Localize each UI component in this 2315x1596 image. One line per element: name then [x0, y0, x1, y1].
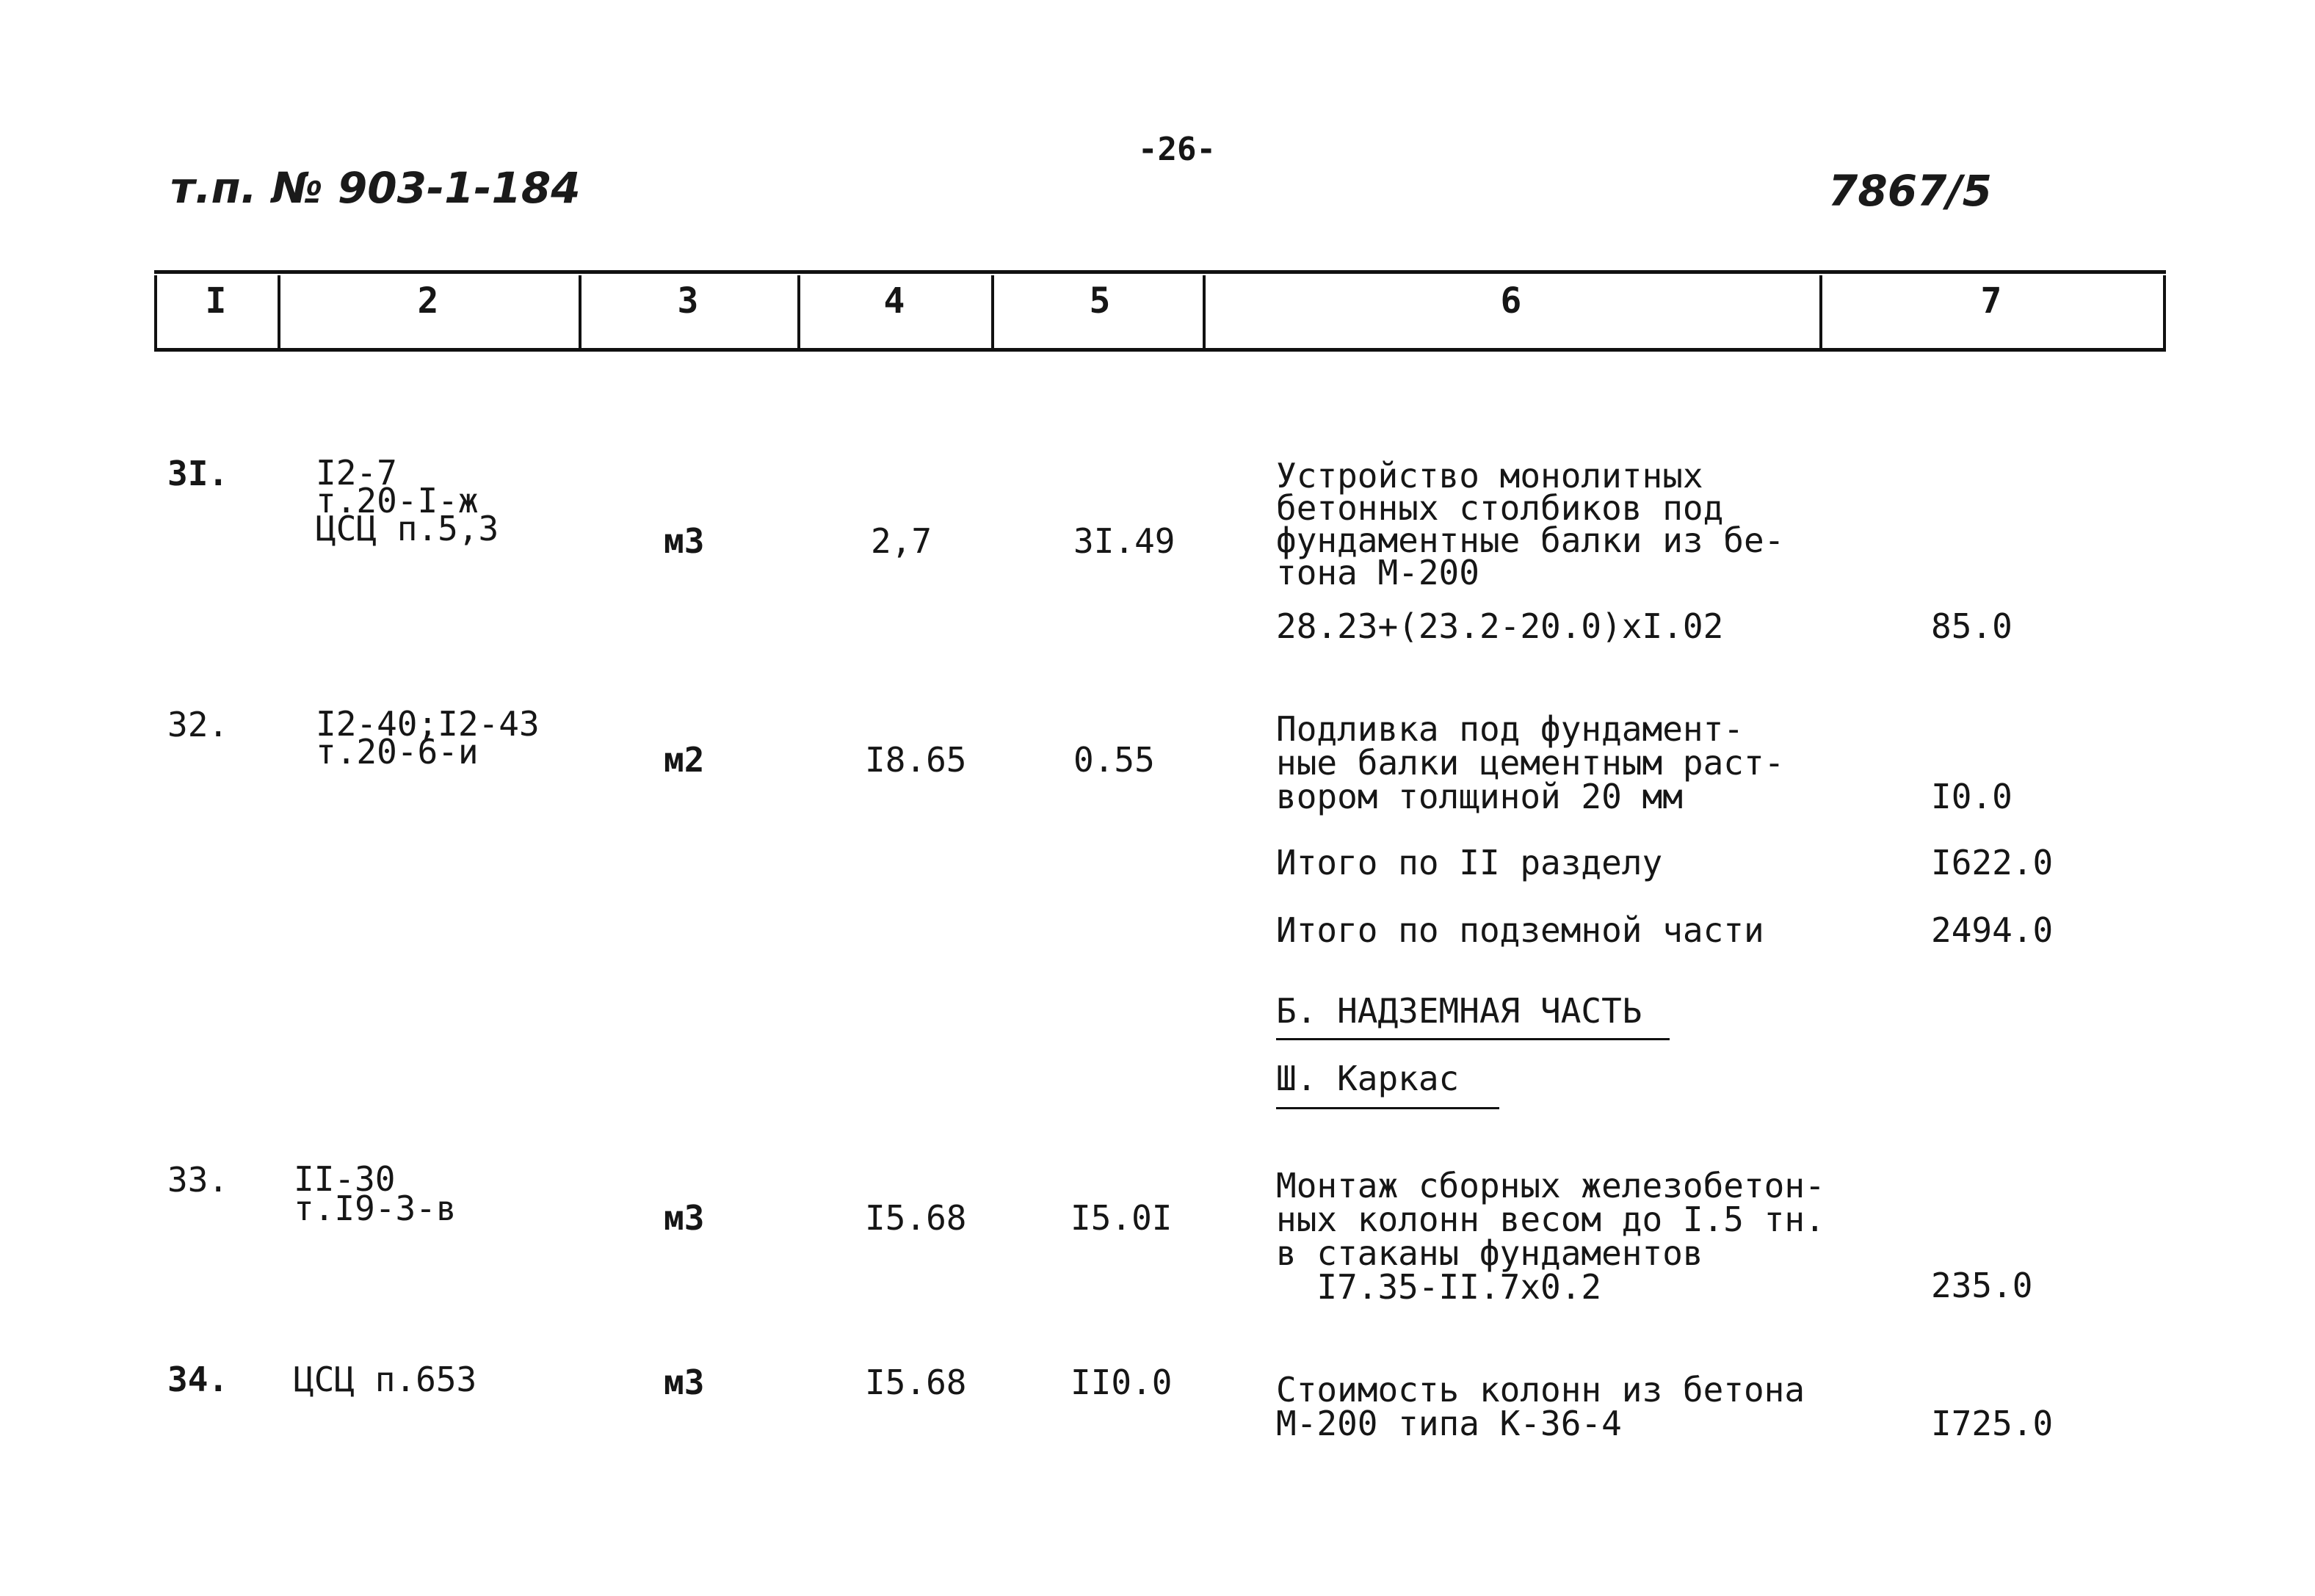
- row-quantity: 2,7: [871, 521, 932, 561]
- description-line: бетонных столбиков под: [1276, 488, 1724, 528]
- row-code: [294, 1159, 457, 1228]
- code-line: I2-7: [316, 453, 397, 493]
- sheet-code: 7867/5: [1828, 166, 1992, 216]
- subtotal-value: 2494.0: [1931, 910, 2054, 950]
- column-header-6: 6: [1500, 280, 1522, 322]
- header-separator: [278, 275, 280, 349]
- row-code: [316, 453, 499, 548]
- description-line: тона М-200: [1276, 553, 1479, 592]
- description-line: I7.35-II.7x0.2: [1276, 1267, 1602, 1307]
- header-separator: [1819, 275, 1822, 349]
- row-unit: м3: [664, 521, 705, 561]
- row-description: [1276, 1370, 1805, 1443]
- code-line: II-30: [294, 1159, 396, 1199]
- column-header-1: I: [205, 280, 227, 322]
- subsection-heading: Ш. Каркас: [1276, 1059, 1460, 1098]
- row-number: 32.: [167, 705, 229, 744]
- header-separator: [797, 275, 800, 349]
- row-price: 0.55: [1073, 740, 1155, 780]
- row-formula: 28.23+(23.2-20.0)xI.02: [1276, 606, 1724, 646]
- column-header-3: 3: [677, 280, 699, 322]
- header-bottom-rule: [154, 348, 2166, 352]
- subtotal-label: Итого по подземной части: [1276, 910, 1764, 950]
- header-separator: [1203, 275, 1206, 349]
- code-line: т.20-I-ж: [316, 481, 479, 520]
- row-description: [1276, 456, 1785, 592]
- column-header-2: 2: [417, 280, 439, 322]
- description-line: Монтаж сборных железобетон-: [1276, 1166, 1825, 1205]
- code-line: I2-40;I2-43: [316, 704, 540, 744]
- row-unit: м2: [664, 740, 705, 780]
- subtotal-label: Итого по II разделу: [1276, 843, 1663, 882]
- project-code: т.п. № 903-1-184: [170, 163, 581, 213]
- header-top-rule: [154, 270, 2166, 274]
- row-number: 3I.: [167, 454, 229, 493]
- row-number: 34.: [167, 1360, 229, 1399]
- row-total: 235.0: [1931, 1266, 2033, 1305]
- description-line: Устройство монолитных: [1276, 456, 1703, 496]
- row-quantity: I5.68: [865, 1363, 967, 1402]
- row-number: 33.: [167, 1160, 229, 1200]
- row-total: I725.0: [1931, 1404, 2054, 1443]
- description-line: ные балки цементным раст-: [1276, 743, 1785, 783]
- code-line: т.I9-3-в: [294, 1189, 457, 1228]
- header-separator: [2163, 275, 2166, 349]
- code-line: ЦСЦ п.653: [294, 1360, 477, 1399]
- row-total: 85.0: [1931, 606, 2013, 646]
- row-code: [294, 1360, 477, 1399]
- row-description: [1276, 709, 1785, 816]
- description-line: Подливка под фундамент-: [1276, 709, 1744, 749]
- page-number: -26-: [1138, 131, 1216, 168]
- row-unit: м3: [664, 1363, 705, 1402]
- row-quantity: I5.68: [865, 1198, 967, 1238]
- code-line: ЦСЦ п.5,3: [316, 509, 499, 548]
- header-separator: [579, 275, 582, 349]
- code-line: т.20-6-и: [316, 732, 479, 772]
- column-header-5: 5: [1089, 280, 1111, 322]
- row-price: 3I.49: [1073, 521, 1175, 561]
- column-header-4: 4: [883, 280, 905, 322]
- header-separator: [991, 275, 994, 349]
- row-description: [1276, 1166, 1825, 1307]
- description-line: Стоимость колонн из бетона: [1276, 1370, 1805, 1410]
- description-line: ных колонн весом до I.5 тн.: [1276, 1200, 1825, 1239]
- description-line: вором толщиной 20 мм: [1276, 777, 1683, 816]
- column-header-7: 7: [1980, 280, 2002, 322]
- row-unit: м3: [664, 1198, 705, 1238]
- section-heading: Б. НАДЗЕМНАЯ ЧАСТЬ: [1276, 991, 1642, 1031]
- row-price: II0.0: [1070, 1363, 1173, 1402]
- section-underline: [1276, 1038, 1670, 1040]
- description-line: в стаканы фундаментов: [1276, 1233, 1703, 1273]
- row-code: [316, 704, 540, 772]
- header-separator: [154, 275, 157, 349]
- subtotal-value: I622.0: [1931, 843, 2054, 882]
- subsection-underline: [1276, 1107, 1499, 1109]
- description-line: М-200 типа К-36-4: [1276, 1404, 1622, 1443]
- row-total: I0.0: [1931, 777, 2013, 816]
- description-line: фундаментные балки из бе-: [1276, 520, 1785, 560]
- row-quantity: I8.65: [865, 740, 967, 780]
- row-price: I5.0I: [1070, 1198, 1173, 1238]
